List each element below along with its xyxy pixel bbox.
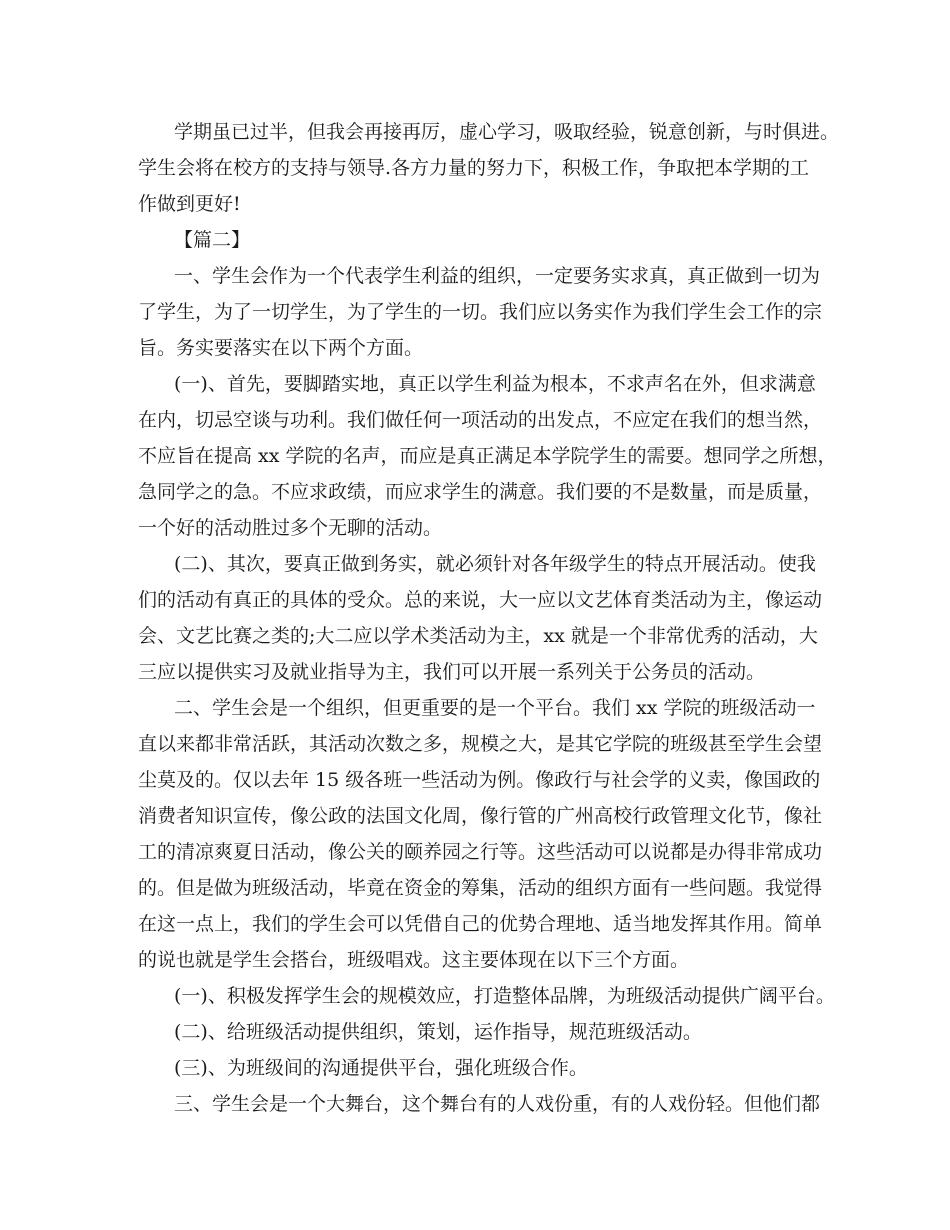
paragraph-line: (一)、积极发挥学生会的规模效应，打造整体品牌，为班级活动提供广阔平台。 (174, 985, 835, 1007)
paragraph-line: 学生会将在校方的支持与领导.各方力量的努力下，积极工作，争取把本学期的工 (138, 157, 810, 179)
paragraph-line: 三应以提供实习及就业指导为主，我们可以开展一系列关于公务员的活动。 (138, 661, 766, 683)
paragraph-line: (二)、其次，要真正做到务实，就必须针对各年级学生的特点开展活动。使我 (174, 553, 816, 575)
paragraph-line: 一、学生会作为一个代表学生利益的组织，一定要务实求真，真正做到一切为 (174, 265, 821, 287)
paragraph-line: 会、文艺比赛之类的;大二应以学术类活动为主，xx 就是一个非常优秀的活动，大 (138, 625, 818, 647)
paragraph-line: 急同学之的急。不应求政绩，而应求学生的满意。我们要的不是数量，而是质量， (138, 481, 823, 503)
paragraph-line: 的。但是做为班级活动，毕竟在资金的筹集，活动的组织方面有一些问题。我觉得 (138, 877, 823, 899)
paragraph-line: 在这一点上，我们的学生会可以凭借自己的优势合理地、适当地发挥其作用。简单 (138, 913, 823, 935)
paragraph-line: 作做到更好! (138, 193, 241, 215)
paragraph-line: 学期虽已过半，但我会再接再厉，虚心学习，吸取经验，锐意创新，与时俱进。 (174, 121, 840, 143)
paragraph-line: 工的清凉爽夏日活动，像公关的颐养园之行等。这些活动可以说都是办得非常成功 (138, 841, 823, 863)
paragraph-line: 了学生，为了一切学生，为了学生的一切。我们应以务实作为我们学生会工作的宗 (138, 301, 823, 323)
paragraph-line: 一个好的活动胜过多个无聊的活动。 (138, 517, 443, 539)
paragraph-line: 三、学生会是一个大舞台，这个舞台有的人戏份重，有的人戏份轻。但他们都 (174, 1093, 821, 1115)
paragraph-line: (一)、首先，要脚踏实地，真正以学生利益为根本，不求声名在外，但求满意 (174, 373, 816, 395)
paragraph-line: 二、学生会是一个组织，但更重要的是一个平台。我们 xx 学院的班级活动一 (174, 697, 816, 719)
paragraph-line: 尘莫及的。仅以去年 15 级各班一些活动为例。像政行与社会学的义卖，像国政的 (138, 769, 821, 791)
paragraph-line: 直以来都非常活跃，其活动次数之多，规模之大，是其它学院的班级甚至学生会望 (138, 733, 823, 755)
paragraph-line: 在内，切忌空谈与功利。我们做任何一项活动的出发点，不应定在我们的想当然， (138, 409, 823, 431)
paragraph-line: 们的活动有真正的具体的受众。总的来说，大一应以文艺体育类活动为主，像运动 (138, 589, 823, 611)
paragraph-line: 消费者知识宣传，像公政的法国文化周，像行管的广州高校行政管理文化节，像社 (138, 805, 823, 827)
paragraph-line: 不应旨在提高 xx 学院的名声，而应是真正满足本学院学生的需要。想同学之所想， (138, 445, 837, 467)
paragraph-line: (三)、为班级间的沟通提供平台，强化班级合作。 (174, 1057, 588, 1079)
section-heading: 【篇二】 (174, 229, 251, 251)
paragraph-line: 的说也就是学生会搭台，班级唱戏。这主要体现在以下三个方面。 (138, 949, 690, 971)
paragraph-line: 旨。务实要落实在以下两个方面。 (138, 337, 424, 359)
paragraph-line: (二)、给班级活动提供组织，策划，运作指导，规范班级活动。 (174, 1021, 702, 1043)
